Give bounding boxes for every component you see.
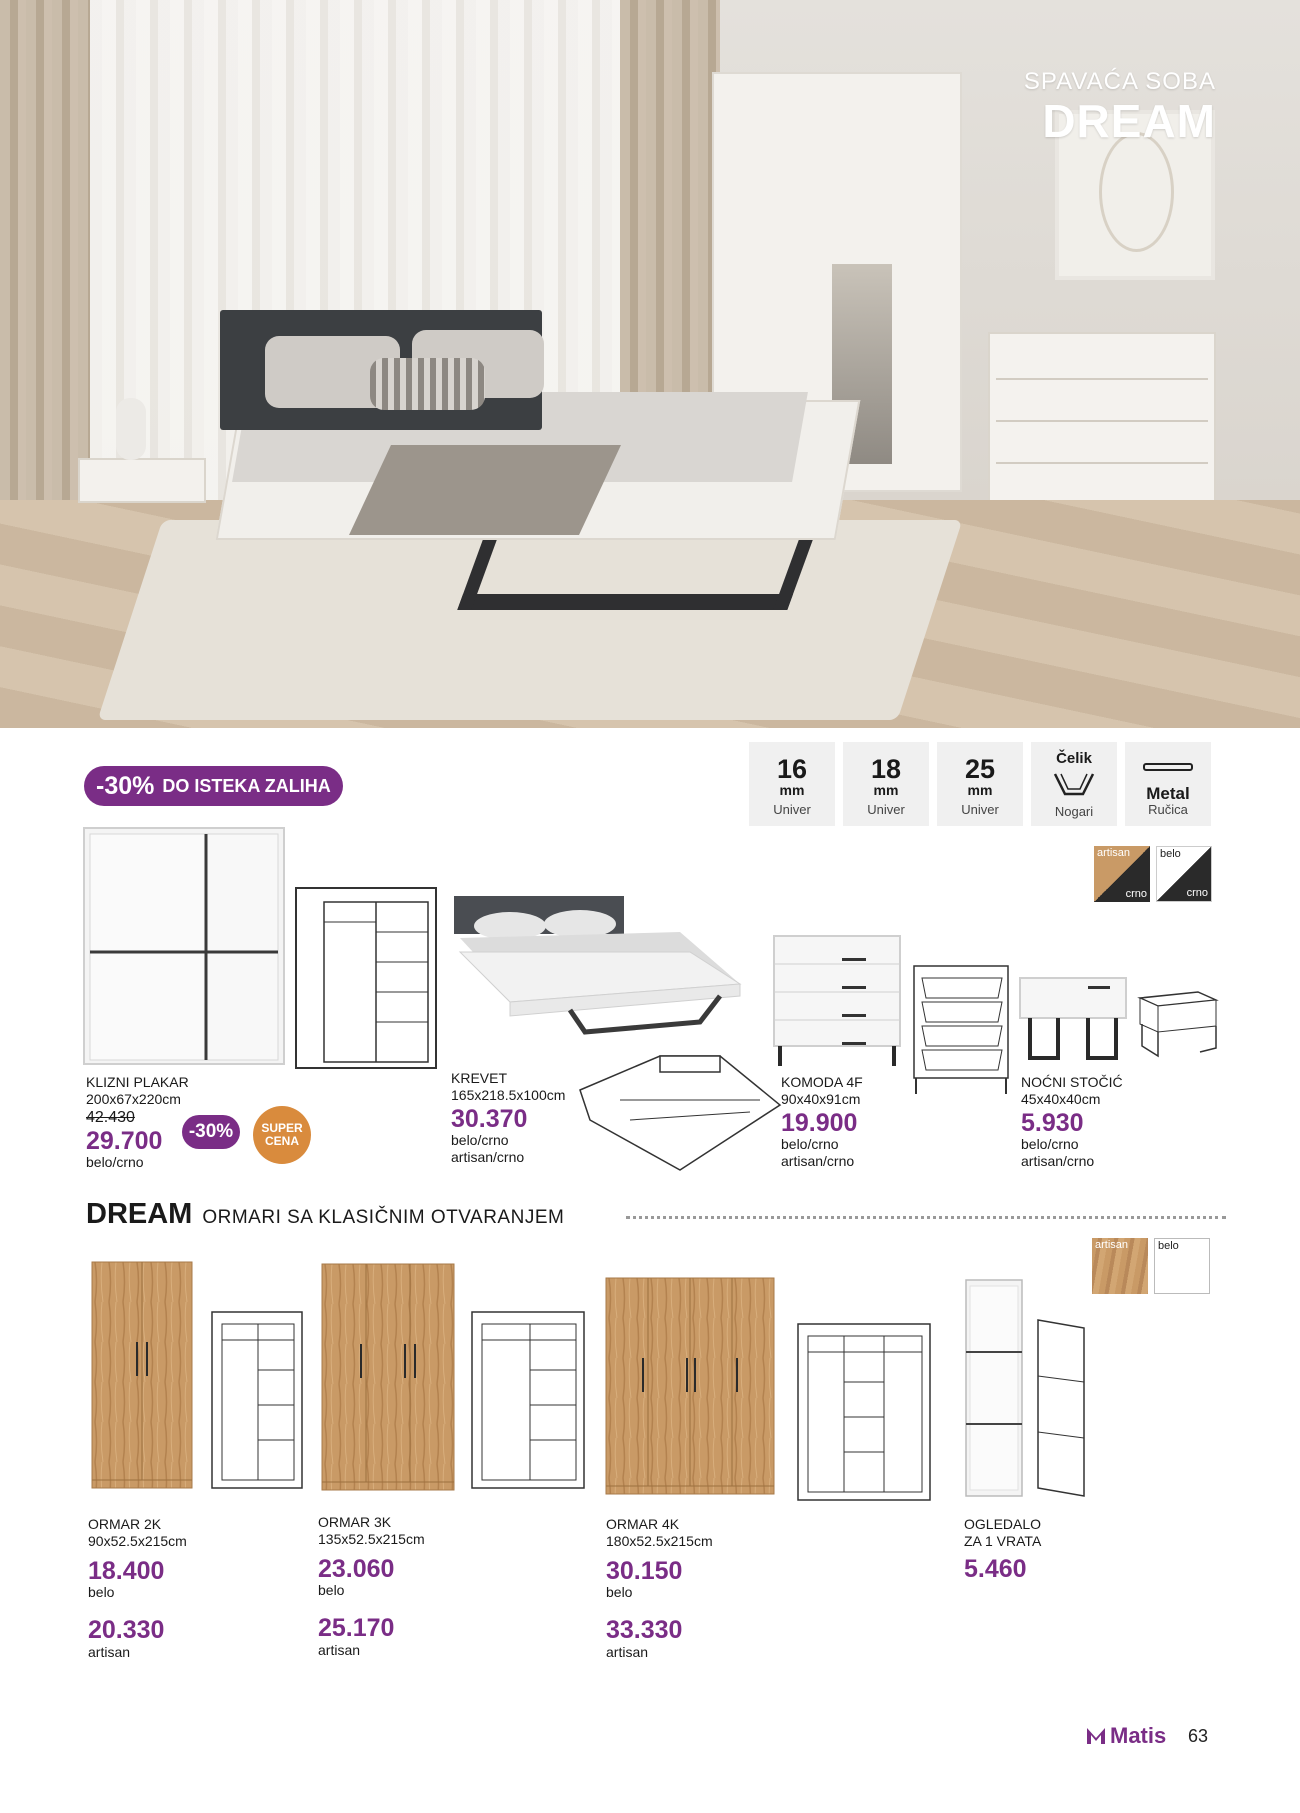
product-bed [451, 1070, 565, 1167]
spec-steel-legs [1031, 742, 1117, 826]
dotted-divider [626, 1216, 1226, 1219]
product-dims: 45x40x40cm [1021, 1091, 1101, 1108]
handle-icon [1144, 764, 1192, 774]
hero-dresser [988, 332, 1216, 510]
dresser-image [772, 934, 902, 1074]
product-colors: belo/crno [781, 1136, 839, 1153]
price-belo: 18.400 [88, 1557, 165, 1586]
promo-percent: -30% [96, 771, 155, 800]
spec-number: 18 [870, 754, 902, 784]
product-wardrobe-3k [318, 1514, 425, 1659]
wardrobe-2k-drawing [210, 1310, 310, 1500]
price: 5.460 [964, 1555, 1027, 1584]
spec-number: 25 [964, 754, 996, 784]
product-name-line2: ZA 1 VRATA [964, 1533, 1042, 1550]
spec-unit: mm [873, 782, 899, 798]
swatch-belo [1154, 1238, 1210, 1294]
price-artisan: 20.330 [88, 1616, 165, 1645]
product-colors: belo/crno [1021, 1136, 1079, 1153]
nightstand-image [1018, 976, 1128, 1076]
product-dims: 165x218.5x100cm [451, 1087, 566, 1104]
product-color: belo [318, 1582, 345, 1599]
product-colors: belo/crno [86, 1153, 144, 1170]
hero-subtitle: SPAVAĆA SOBA [1023, 68, 1216, 95]
spec-label: Univer [867, 802, 905, 817]
spec-label: Univer [961, 802, 999, 817]
price-artisan: 33.330 [606, 1616, 683, 1645]
mirror-image [966, 1280, 1026, 1500]
product-name: KLIZNI PLAKAR [86, 1074, 189, 1090]
swatch-label: crno [1125, 888, 1147, 900]
spec-title: Čelik [1056, 750, 1092, 767]
product-nightstand [1021, 1074, 1123, 1171]
product-mirror [964, 1516, 1041, 1582]
swatch-belo-crno [1156, 846, 1212, 902]
sliding-wardrobe-interior-drawing [296, 888, 436, 1078]
vase [116, 398, 146, 460]
price: 5.930 [1021, 1109, 1084, 1138]
product-dims: 90x52.5x215cm [88, 1533, 187, 1550]
super-price-badge [253, 1106, 311, 1164]
spec-metal-handle [1125, 742, 1211, 826]
spec-label: Nogari [1054, 804, 1094, 819]
discount-tag: -30% [182, 1115, 240, 1149]
bed-drawing [580, 1050, 780, 1180]
product-color: belo [88, 1584, 115, 1601]
badge-line: CENA [264, 1134, 299, 1148]
wardrobe-4k-image [606, 1278, 776, 1508]
badge-line: SUPER [261, 1120, 303, 1135]
wardrobe-3k-drawing [470, 1310, 590, 1500]
mirror-drawing [1036, 1320, 1096, 1500]
product-sliding-wardrobe [86, 1074, 189, 1171]
swatch-label: artisan [1095, 1239, 1129, 1251]
throw-blanket [349, 445, 621, 535]
product-name: OGLEDALO [964, 1516, 1042, 1532]
product-name: ORMAR 2K [88, 1516, 162, 1532]
product-dims: 90x40x91cm [781, 1091, 861, 1108]
swatch-label: crno [1186, 887, 1208, 899]
wardrobe-3k-image [322, 1264, 454, 1494]
bed-image [450, 892, 750, 1042]
dresser-drawing [912, 964, 1012, 1104]
hero-title [1024, 68, 1216, 147]
spec-unit: mm [967, 782, 993, 798]
nightstand-drawing [1138, 990, 1218, 1070]
matis-logo-icon [1086, 1726, 1106, 1746]
price: 30.370 [451, 1105, 528, 1134]
spec-label: Univer [773, 802, 811, 817]
product-color: artisan [318, 1641, 361, 1658]
product-name: KREVET [451, 1070, 508, 1086]
product-name: ORMAR 4K [606, 1516, 680, 1532]
page-number: 63 [1188, 1726, 1209, 1746]
curtain-left [0, 0, 90, 560]
spec-label: Ručica [1148, 802, 1188, 817]
hero-nightstand [78, 458, 206, 503]
product-color: belo [606, 1584, 633, 1601]
product-dims: 180x52.5x215cm [606, 1533, 713, 1550]
product-name: ORMAR 3K [318, 1514, 392, 1530]
sliding-wardrobe-image [84, 828, 284, 1068]
spec-18mm [843, 742, 929, 826]
swatch-label: belo [1158, 1240, 1179, 1252]
steel-leg-icon [1052, 772, 1096, 798]
price-belo: 23.060 [318, 1555, 395, 1584]
wardrobe-2k-image [92, 1262, 192, 1492]
brand-name: Matis [1110, 1723, 1167, 1748]
price: 19.900 [781, 1109, 858, 1138]
product-colors: artisan/crno [451, 1149, 525, 1166]
product-colors: artisan/crno [1021, 1153, 1095, 1170]
bed-legs [457, 540, 812, 610]
brand-logo [1086, 1723, 1166, 1749]
swatch-artisan-crno [1094, 846, 1150, 902]
product-color: artisan [88, 1643, 131, 1660]
swatch-label: belo [1160, 848, 1181, 860]
spec-unit: mm [779, 782, 805, 798]
product-colors: belo/crno [451, 1132, 509, 1149]
product-dims: 200x67x220cm [86, 1091, 181, 1108]
section-title [86, 1198, 564, 1231]
section-title-regular: ORMARI SA KLASIČNIM OTVARANJEM [202, 1207, 565, 1228]
product-colors: artisan/crno [781, 1153, 855, 1170]
product-dresser [781, 1074, 863, 1171]
spec-25mm [937, 742, 1023, 826]
spec-16mm [749, 742, 835, 826]
promo-text: DO ISTEKA ZALIHA [162, 775, 331, 796]
price-artisan: 25.170 [318, 1614, 395, 1643]
product-name: KOMODA 4F [781, 1074, 863, 1090]
swatch-label: artisan [1097, 847, 1131, 859]
wardrobe-4k-drawing [796, 1322, 936, 1512]
product-name: NOĆNI STOČIĆ [1021, 1074, 1123, 1090]
hero-main-title: DREAM [1042, 95, 1216, 147]
product-wardrobe-4k [606, 1516, 713, 1661]
section-title-bold: DREAM [86, 1198, 193, 1230]
product-dims: 135x52.5x215cm [318, 1531, 425, 1548]
old-price: 42.430 [86, 1109, 135, 1127]
price: 29.700 [86, 1126, 163, 1155]
swatch-artisan [1092, 1238, 1148, 1294]
price-belo: 30.150 [606, 1557, 683, 1586]
product-wardrobe-2k [88, 1516, 187, 1661]
spec-title: Metal [1146, 784, 1190, 803]
product-color: artisan [606, 1643, 649, 1660]
promo-badge [84, 766, 343, 806]
striped-pillow [370, 358, 485, 410]
spec-number: 16 [776, 754, 808, 784]
